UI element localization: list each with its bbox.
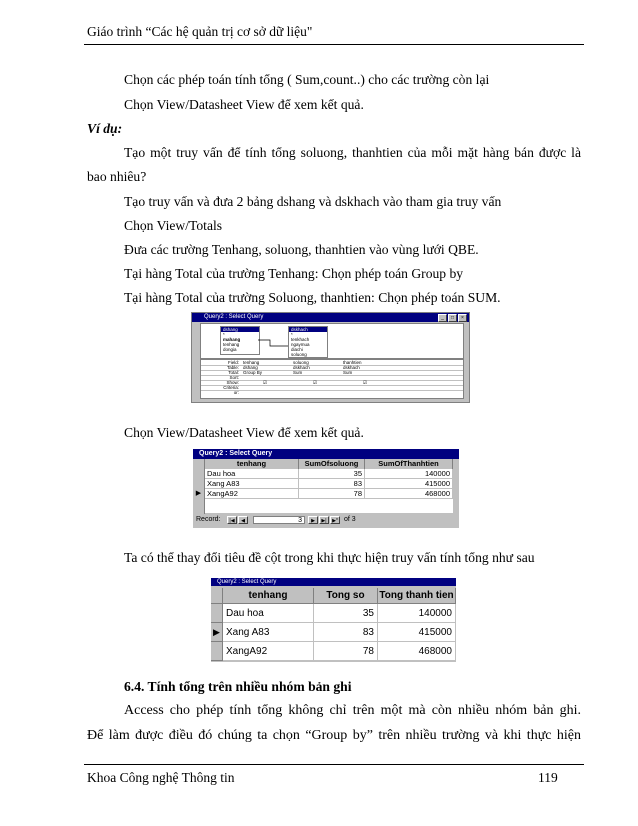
- record-navigator: [193, 514, 459, 526]
- field-item[interactable]: tenkhach: [291, 337, 310, 342]
- table-row[interactable]: [193, 489, 459, 499]
- row-selector[interactable]: [193, 469, 205, 479]
- table-cell[interactable]: 415000: [365, 479, 453, 489]
- grid-cell[interactable]: dshang: [243, 365, 258, 370]
- qbe-grid: [200, 359, 464, 399]
- footer-rule: [84, 764, 584, 765]
- table-cell[interactable]: 78: [314, 642, 378, 661]
- grid-cell[interactable]: dskhach: [293, 365, 310, 370]
- table-cell[interactable]: 83: [299, 479, 365, 489]
- row-selector-header: [211, 588, 223, 604]
- body-line-9: Tại hàng Total của trường Soluong, thanhtien: Chọn phép toán SUM.: [124, 290, 501, 305]
- grid-cell[interactable]: thanhtien: [343, 360, 362, 365]
- body-line-3: Tạo một truy vấn để tính tổng soluong, thanhtien của mỗi mặt hàng bán được là: [124, 145, 581, 160]
- table-row[interactable]: [211, 604, 456, 623]
- table-cell[interactable]: 468000: [378, 642, 456, 661]
- relationship-line: [258, 338, 288, 348]
- footer-department: Khoa Công nghệ Thông tin: [87, 770, 235, 785]
- datasheet-window: [193, 449, 459, 528]
- first-record-icon[interactable]: |◀: [227, 516, 237, 524]
- row-selector[interactable]: [211, 604, 223, 623]
- maximize-icon[interactable]: □: [448, 314, 457, 322]
- section-heading: 6.4. Tính tổng trên nhiều nhóm bản ghi: [124, 679, 352, 694]
- body-line-after-fig1: Chọn View/Datasheet View để xem kết quả.: [124, 425, 364, 440]
- row-selector-empty: [193, 499, 205, 514]
- table-cell[interactable]: 140000: [378, 604, 456, 623]
- show-checkbox[interactable]: ☑: [263, 380, 268, 385]
- field-item[interactable]: dongia: [223, 347, 237, 352]
- table-cell[interactable]: 415000: [378, 623, 456, 642]
- query-design-window: [191, 312, 470, 403]
- example-heading: Ví dụ:: [87, 121, 123, 136]
- field-item[interactable]: mahang: [223, 337, 241, 342]
- column-header[interactable]: Tong thanh tien: [378, 588, 456, 604]
- table-cell[interactable]: Dau hoa: [205, 469, 299, 479]
- body-line-7: Đưa các trường Tenhang, soluong, thanhtien vào vùng lưới QBE.: [124, 242, 479, 257]
- page-header: Giáo trình “Các hệ quản trị cơ sở dữ liệu": [87, 24, 313, 39]
- row-selector[interactable]: [211, 642, 223, 661]
- table-cell[interactable]: Xang A83: [205, 479, 299, 489]
- row-selector[interactable]: [193, 479, 205, 489]
- column-header[interactable]: SumOfThanhtien: [365, 459, 453, 469]
- body-line-8: Tại hàng Total của trường Tenhang: Chọn phép toán Group by: [124, 266, 464, 281]
- table-cell[interactable]: 140000: [365, 469, 453, 479]
- table-dskhach-title: dskhach: [289, 327, 327, 332]
- field-item[interactable]: *: [291, 332, 293, 337]
- minimize-icon[interactable]: _: [438, 314, 447, 322]
- grid-label: or:: [233, 390, 239, 395]
- window-title: Query2 : Select Query: [192, 313, 469, 322]
- body-line-2: Chọn View/Datasheet View để xem kết quả.: [124, 97, 364, 112]
- body-line-1: Chọn các phép toán tính tổng ( Sum,count..) cho các trường còn lại: [124, 72, 490, 87]
- grid-cell[interactable]: dskhach: [343, 365, 360, 370]
- window-title: Query2 : Select Query: [193, 449, 459, 459]
- next-record-icon[interactable]: ▶: [308, 516, 318, 524]
- grid-label: Field:: [227, 360, 239, 365]
- record-number-input[interactable]: 3: [253, 516, 305, 524]
- table-dshang-title: dshang: [221, 327, 259, 332]
- table-row[interactable]: [193, 469, 459, 479]
- grid-cell[interactable]: Group By: [243, 370, 263, 375]
- table-cell[interactable]: XangA92: [223, 642, 314, 661]
- new-record-icon[interactable]: ▶*: [330, 516, 340, 524]
- record-count: of 3: [344, 516, 356, 523]
- body-line-after-fig2: Ta có thể thay đổi tiêu đề cột trong khi thực hiện truy vấn tính tổng như sau: [124, 550, 535, 565]
- paragraph-line-1: Access cho phép tính tổng không chỉ trên một mà còn nhiều nhóm bản ghi.: [124, 703, 581, 718]
- grid-cell[interactable]: soluong: [293, 360, 309, 365]
- table-row[interactable]: [193, 479, 459, 489]
- column-header[interactable]: SumOfsoluong: [299, 459, 365, 469]
- table-cell[interactable]: 78: [299, 489, 365, 499]
- last-record-icon[interactable]: ▶|: [319, 516, 329, 524]
- prev-record-icon[interactable]: ◀: [238, 516, 248, 524]
- table-cell[interactable]: 83: [314, 623, 378, 642]
- page-number: 119: [538, 770, 558, 785]
- field-item[interactable]: tenhang: [223, 342, 240, 347]
- table-cell[interactable]: 35: [314, 604, 378, 623]
- grid-label: Show:: [226, 380, 239, 385]
- row-selector-header: [193, 459, 205, 469]
- grid-label: Sort:: [229, 375, 239, 380]
- datasheet-renamed-window: [211, 578, 456, 662]
- body-line-6: Chọn View/Totals: [124, 218, 223, 233]
- grid-label: Criteria:: [223, 385, 239, 390]
- close-icon[interactable]: ×: [458, 314, 467, 322]
- show-checkbox[interactable]: ☑: [313, 380, 318, 385]
- field-item[interactable]: ngaymua: [291, 342, 310, 347]
- table-dskhach[interactable]: [288, 326, 328, 358]
- table-cell[interactable]: 35: [299, 469, 365, 479]
- window-title: Query2 : Select Query: [211, 578, 456, 586]
- field-item[interactable]: soluong: [291, 352, 307, 357]
- record-label: Record:: [196, 516, 221, 523]
- column-header[interactable]: Tong so: [314, 588, 378, 604]
- table-cell[interactable]: Xang A83: [223, 623, 314, 642]
- grid-label: Total:: [228, 370, 239, 375]
- grid-cell[interactable]: tenhang: [243, 360, 260, 365]
- current-row-arrow-icon[interactable]: ▶: [193, 489, 205, 499]
- table-cell[interactable]: 468000: [365, 489, 453, 499]
- column-header[interactable]: tenhang: [223, 588, 314, 604]
- table-cell[interactable]: Dau hoa: [223, 604, 314, 623]
- body-line-5: Tạo truy vấn và đưa 2 bảng dshang và dskhach vào tham gia truy vấn: [124, 194, 502, 209]
- grid-cell[interactable]: Sum: [293, 370, 303, 375]
- table-dshang[interactable]: [220, 326, 260, 355]
- show-checkbox[interactable]: ☑: [363, 380, 368, 385]
- table-cell[interactable]: XangA92: [205, 489, 299, 499]
- column-header[interactable]: tenhang: [205, 459, 299, 469]
- table-pane: [200, 323, 464, 359]
- field-item[interactable]: diachi: [291, 347, 303, 352]
- grid-cell[interactable]: Sum: [343, 370, 353, 375]
- empty-area: [193, 499, 459, 514]
- body-line-4: bao nhiêu?: [87, 169, 147, 184]
- header-rule: [84, 44, 584, 45]
- field-item[interactable]: *: [223, 332, 225, 337]
- current-row-arrow-icon[interactable]: ▶: [211, 623, 223, 642]
- empty-cell: [205, 499, 453, 514]
- table-row[interactable]: [211, 642, 456, 661]
- grid-label: Table:: [226, 365, 239, 370]
- table-row[interactable]: [211, 623, 456, 642]
- paragraph-line-2: Để làm được điều đó chúng ta chọn “Group by” trên nhiều trường và khi thực hiện: [87, 728, 581, 743]
